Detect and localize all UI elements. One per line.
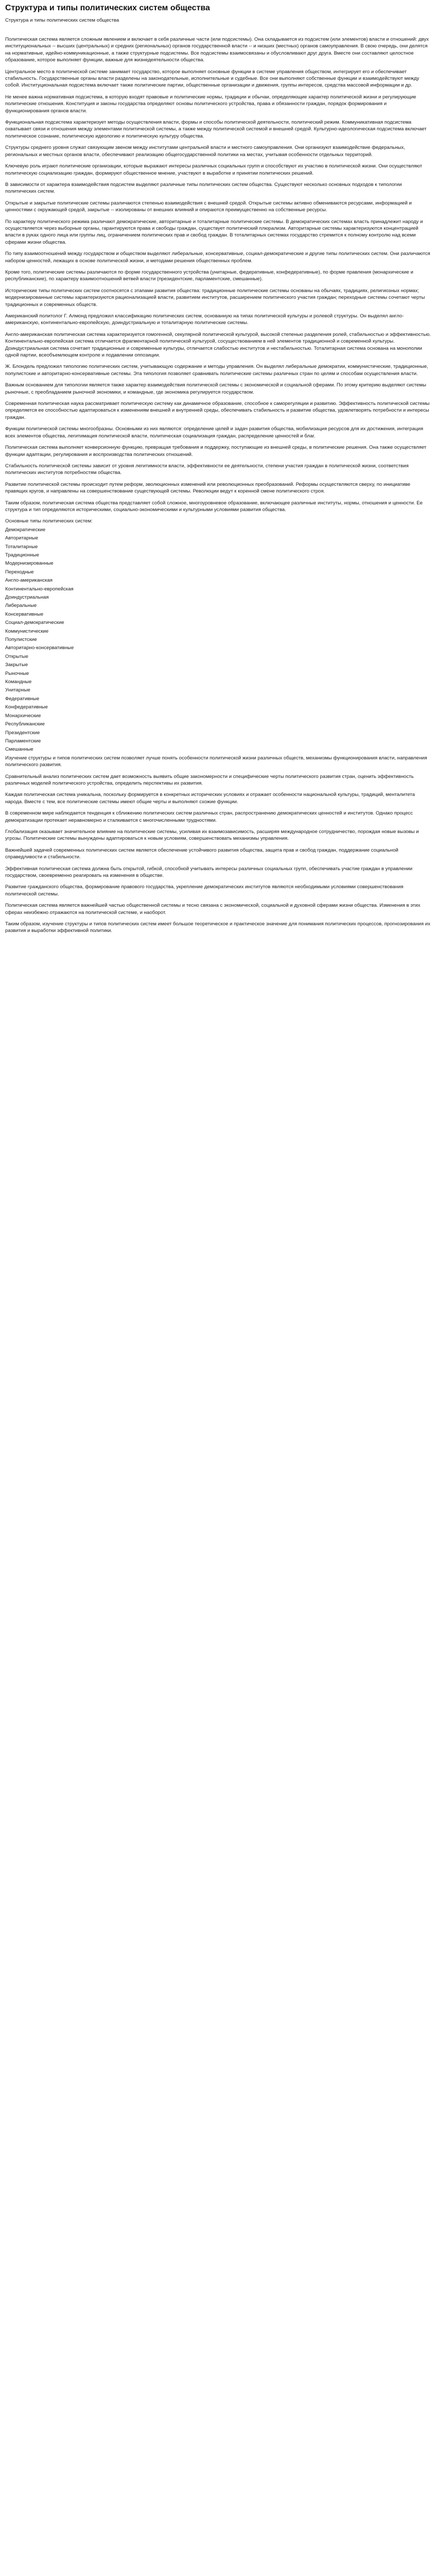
paragraph: Не менее важна нормативная подсистема, в которую входят правовые и политические нормы, традиции и обычаи, определяющие характер политической жизни и регулирующие политические отношения. Конституция и законы государства определяют основы политического устройства, права и обязанности граждан, порядок формирования и функционирования органов власти.: [5, 94, 418, 114]
paragraph: Современная политическая наука рассматривает политическую систему как динамичное образование, способное к саморегуляции и развитию. Эффективность политической системы определяется ее способностью адаптироваться к изменениям внешней и внутренней среды, обеспечивать стабильность и развитие общества, удовлетворять потребности и интересы граждан.: [5, 401, 431, 420]
paragraph: Авторитарные: [5, 535, 39, 541]
paragraph: Стабильность политической системы зависит от уровня легитимности власти, эффективности ее деятельности, степени участия граждан в политической жизни, соответствия политических институтов потребностям общества.: [5, 463, 410, 476]
document-body: [5, 36, 431, 935]
paragraph: Таким образом, политическая система общества представляет собой сложное, многоуровневое образование, включающее различные институты, нормы, отношения и ценности. Ее структура и тип определяются историческими, социально-экономическими и культурными условиями развития общества.: [5, 500, 424, 513]
paragraph: Конфедеративные: [5, 704, 48, 710]
document-page: [0, 0, 436, 935]
paragraph: Ж. Блондель предложил типологию политических систем, учитывающую содержание и методы управления. Он выделял либеральные демократии, коммунистические, традиционные, популистские и авторитарно-консервативные системы. Эта типология позволяет сравнивать политические системы различных стран по целям и способам осуществления власти.: [5, 364, 430, 377]
paragraph: Унитарные: [5, 687, 30, 693]
paragraph: Исторические типы политических систем соотносятся с этапами развития общества: традиционные политические системы основаны на обычаях, традициях, религиозных нормах; модернизированные системы характеризуются рационализацией власти, развитием институтов, расширением политического участия граждан; переходные системы сочетают черты традиционных и современных обществ.: [5, 287, 427, 308]
paragraph: Переходные: [5, 569, 34, 575]
paragraph: Функции политической системы многообразны. Основными из них являются: определение целей и задач развития общества, мобилизация ресурсов для их достижения, интеграция всех элементов общества, легитимация политической власти, политическая социализация граждан, распределение ценностей и благ.: [5, 426, 425, 439]
paragraph: Функциональная подсистема характеризует методы осуществления власти, формы и способы политической деятельности, политический режим. Коммуникативная подсистема охватывает связи и отношения между элементами политической системы, а также между политической системой и внешней средой. Культурно-идеологическая подсистема включает политическое сознание, политическую идеологию и политическую культуру общества.: [5, 120, 428, 139]
paragraph: Англо-американская политическая система характеризуется гомогенной, секулярной политической культурой, высокой степенью разделения ролей, стабильностью и эффективностью. Континентально-европейская система отличается фрагментарной политической культурой, сосуществованием в ней элементов традиционной и современной культуры. Доиндустриальная система сочетает традиционные и современные культуры, отличается слабостью институтов и нестабильностью. Тоталитарная система основана на монополии одной партии, всеобъемлющем контроле и подавлении оппозиции.: [5, 331, 432, 359]
paragraph: Демократические: [5, 527, 46, 533]
paragraph: Каждая политическая система уникальна, поскольку формируется в конкретных исторических условиях и отражает особенности национальной культуры, традиций, менталитета народа. Вместе с тем, все политические системы имеют общие черты и выполняют схожие функции.: [5, 792, 416, 805]
paragraph: Англо-американская: [5, 578, 53, 584]
paragraph: Парламентские: [5, 738, 41, 744]
paragraph: Закрытые: [5, 662, 28, 668]
paragraph: Кроме того, политические системы различаются по форме государственного устройства (унитарные, федеративные, конфедеративные), по форме правления (монархические и республиканские), по характеру взаимоотношений ветвей власти (президентские, парламентские, смешанные).: [5, 269, 415, 282]
paragraph: Командные: [5, 679, 32, 685]
paragraph: Рыночные: [5, 670, 29, 676]
paragraph: Политическая система выполняет конверсионную функцию, превращая требования и поддержку, поступающие из внешней среды, в политические решения. Она также осуществляет функции адаптации, регулирования и воспроизводства политических отношений.: [5, 445, 428, 457]
paragraph: По типу взаимоотношений между государством и обществом выделяют либеральные, консервативные, социал-демократические и другие типы политических систем. Они различаются набором ценностей, лежащих в основе политической жизни, и методами решения общественных проблем.: [5, 251, 432, 264]
paragraph: Эффективная политическая система должна быть открытой, гибкой, способной учитывать интересы различных социальных групп, обеспечивать участие граждан в управлении государством, своевременно реагировать на изменения в обществе.: [5, 866, 414, 878]
paragraph: Популистские: [5, 637, 37, 643]
paragraph: Глобализация оказывает значительное влияние на политические системы, усиливая их взаимозависимость, расширяя международное сотрудничество, порождая новые вызовы и угрозы. Политические системы вынуждены адаптироваться к новым условиям, совершенствовать механизмы управления.: [5, 828, 421, 842]
paragraph: Социал-демократические: [5, 620, 64, 626]
paragraph: Открытые: [5, 653, 28, 659]
paragraph: Модернизированные: [5, 561, 54, 567]
paragraph: Смешанные: [5, 747, 33, 753]
paragraph: Основные типы политических систем:: [5, 518, 93, 524]
paragraph: Коммунистические: [5, 628, 49, 634]
paragraph: Республиканские: [5, 721, 45, 727]
paragraph: Важнейшей задачей современных политических систем является обеспечение устойчивого развития общества, защита прав и свобод граждан, поддержание социальной справедливости и стабильности.: [5, 847, 400, 860]
paragraph: Либеральные: [5, 603, 37, 609]
paragraph: Президентские: [5, 730, 40, 736]
paragraph: Традиционные: [5, 552, 39, 558]
paragraph: Изучение структуры и типов политических систем позволяет лучше понять особенности политической жизни различных обществ, механизмы функционирования власти, направления политического развития.: [5, 755, 429, 768]
paragraph: В зависимости от характера взаимодействия подсистем выделяют различные типы политических систем общества. Существуют несколько основных подходов к типологии политических систем.: [5, 181, 404, 195]
paragraph: Американский политолог Г. Алмонд предложил классификацию политических систем, основанную на типах политической культуры и ролевой структуры. Он выделял англо-американскую, континентально-европейскую, доиндустриальную и тоталитарную политические системы.: [5, 313, 404, 326]
paragraph: Таким образом, изучение структуры и типов политических систем имеет большое теоретическое и практическое значение для понимания политических процессов, прогнозирования их развития и выработки эффективной политики.: [5, 921, 432, 934]
paragraph: Консервативные: [5, 611, 44, 617]
paragraph: Развитие гражданского общества, формирование правового государства, укрепление демократических институтов являются необходимыми условиями совершенствования политической системы.: [5, 884, 405, 897]
paragraph: По характеру политического режима различают демократические, авторитарные и тоталитарные политические системы. В демократических системах власть принадлежит народу и осуществляется через выборные органы, гарантируются права и свободы граждан, существует политический плюрализм. Авторитарные системы характеризуются концентрацией власти в руках одного лица или группы лиц, ограничением политических прав и свобод граждан. В тоталитарных системах государство стремится к полному контролю над всеми сферами жизни общества.: [5, 218, 425, 245]
paragraph: Политическая система является важнейшей частью общественной системы и тесно связана с экономической, социальной и духовной сферами жизни общества. Изменения в этих сферах неизбежно отражаются на политической системе, и наоборот.: [5, 903, 422, 916]
paragraph: Доиндустриальная: [5, 595, 49, 600]
paragraph: Политическая система является сложным явлением и включает в себя различные части (или подсистемы). Она складывается из подсистем (или элементов) власти и отношений: двух институциональных -- высших (центральных) и средних (региональных) органов государственной власти -- и низших (местных) органов самоуправления. В свою очередь, они делятся на нормативные, идейно-коммуникационные, а также структурные подсистемы. Все подсистемы взаимосвязаны и обусловливают друг друга. Вместе они составляют целостное образование, которое выполняет функции, важные для жизнедеятельности общества.: [5, 37, 430, 63]
paragraph: В современном мире наблюдается тенденция к сближению политических систем различных стран, распространению демократических ценностей и институтов. Однако процесс демократизации протекает неравномерно и сталкивается с многочисленными трудностями.: [5, 810, 414, 823]
page-title: Структура и типы политических систем общества: [5, 4, 210, 12]
document-subtitle: Структура и типы политических систем общества: [5, 18, 119, 23]
paragraph: Тоталитарные: [5, 544, 38, 550]
paragraph: Открытые и закрытые политические системы различаются степенью взаимодействия с внешней средой. Открытые системы активно обмениваются ресурсами, информацией и ценностями с окружающей средой, закрытые -- изолированы от внешних влияний и опираются преимущественно на собственные ресурсы.: [5, 200, 413, 213]
paragraph: Развитие политической системы происходит путем реформ, эволюционных изменений или революционных преобразований. Реформы осуществляются сверху, по инициативе правящих кругов, и направлены на совершенствование существующей системы. Революции ведут к коренной смене политического строя.: [5, 481, 412, 495]
paragraph: Федеративные: [5, 696, 40, 702]
paragraph: Сравнительный анализ политических систем дает возможность выявить общие закономерности и специфические черты политического развития стран, оценить эффективность различных моделей политического устройства, определить перспективы их развития.: [5, 773, 415, 786]
paragraph: Центральное место в политической системе занимает государство, которое выполняет основные функции в системе управления обществом, интегрирует его и обеспечивает стабильность. Государственные органы власти разделены на законодательные, исполнительные и судебные. Все они выполняют собственные функции и взаимодействуют между собой. Институциональная подсистема включает также политические партии, общественные организации и движения, группы интересов, средства массовой информации и др.: [5, 69, 421, 89]
paragraph: Авторитарно-консервативные: [5, 645, 74, 651]
paragraph: Важным основанием для типологии является также характер взаимодействия политической системы с экономической и социальной сферами. По этому критерию выделяют системы рыночные, с преобладанием рыночной экономики, и командные, где экономика регулируется государством.: [5, 382, 428, 395]
paragraph: Континентально-европейская: [5, 586, 74, 592]
paragraph: Ключевую роль играют политические организации, которые выражают интересы различных социальных групп и способствуют их участию в политической жизни. Они осуществляют политическую социализацию граждан, формируют общественное мнение, участвуют в выработке и принятии политических решений.: [5, 163, 424, 176]
paragraph: Структуры среднего уровня служат связующим звеном между институтами центральной власти и местного самоуправления. Они организуют взаимодействие федеральных, региональных и местных органов власти, обеспечивают реализацию общегосударственной политики на местах, учитывая особенности отдельных территорий.: [5, 145, 407, 158]
paragraph: Монархические: [5, 713, 41, 719]
